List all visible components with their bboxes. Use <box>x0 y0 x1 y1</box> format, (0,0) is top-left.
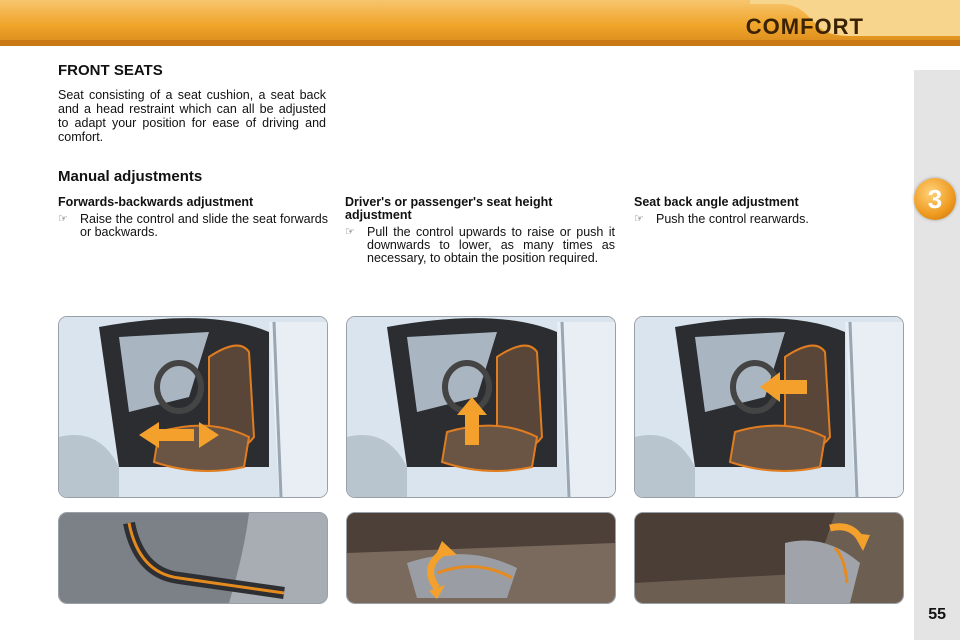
side-tab-strip <box>914 70 960 640</box>
chapter-badge[interactable]: 3 <box>914 178 956 220</box>
hand-pointer-icon: ☞ <box>634 213 644 225</box>
column-heading: Seat back angle adjustment <box>634 195 799 209</box>
instruction-text: Raise the control and slide the seat forwards or backwards. <box>80 212 328 239</box>
hand-pointer-icon: ☞ <box>58 213 68 225</box>
column-heading: Driver's or passenger's seat height adjustment <box>345 195 553 222</box>
section-subtitle: Manual adjustments <box>58 168 203 185</box>
column-heading: Forwards-backwards adjustment <box>58 195 254 209</box>
column-seat-height <box>345 196 615 265</box>
seat-forwards-backwards-illustration <box>58 316 328 498</box>
instruction-bullet <box>345 226 615 265</box>
instruction-text: Push the control rearwards. <box>656 212 809 226</box>
column-forwards-backwards <box>58 196 328 239</box>
seat-height-control-detail <box>346 512 616 604</box>
instruction-bullet <box>58 213 328 239</box>
column-seat-back-angle <box>634 196 904 226</box>
header-title: COMFORT <box>745 14 864 39</box>
instruction-text: Pull the control upwards to raise or push it downwards to lower, as many times as necessary, to obtain the position required. <box>367 225 615 265</box>
section-intro: Seat consisting of a seat cushion, a seat back and a head restraint which can all be adjusted to adapt your position for ease of driving and comfort. <box>58 88 326 144</box>
forwards-backwards-control-detail <box>58 512 328 604</box>
seat-height-illustration <box>346 316 616 498</box>
page-number: 55 <box>928 606 946 623</box>
hand-pointer-icon: ☞ <box>345 226 355 238</box>
seat-back-angle-illustration <box>634 316 904 498</box>
instruction-bullet <box>634 213 904 226</box>
seat-back-angle-control-detail <box>634 512 904 604</box>
section-title: FRONT SEATS <box>58 62 163 79</box>
